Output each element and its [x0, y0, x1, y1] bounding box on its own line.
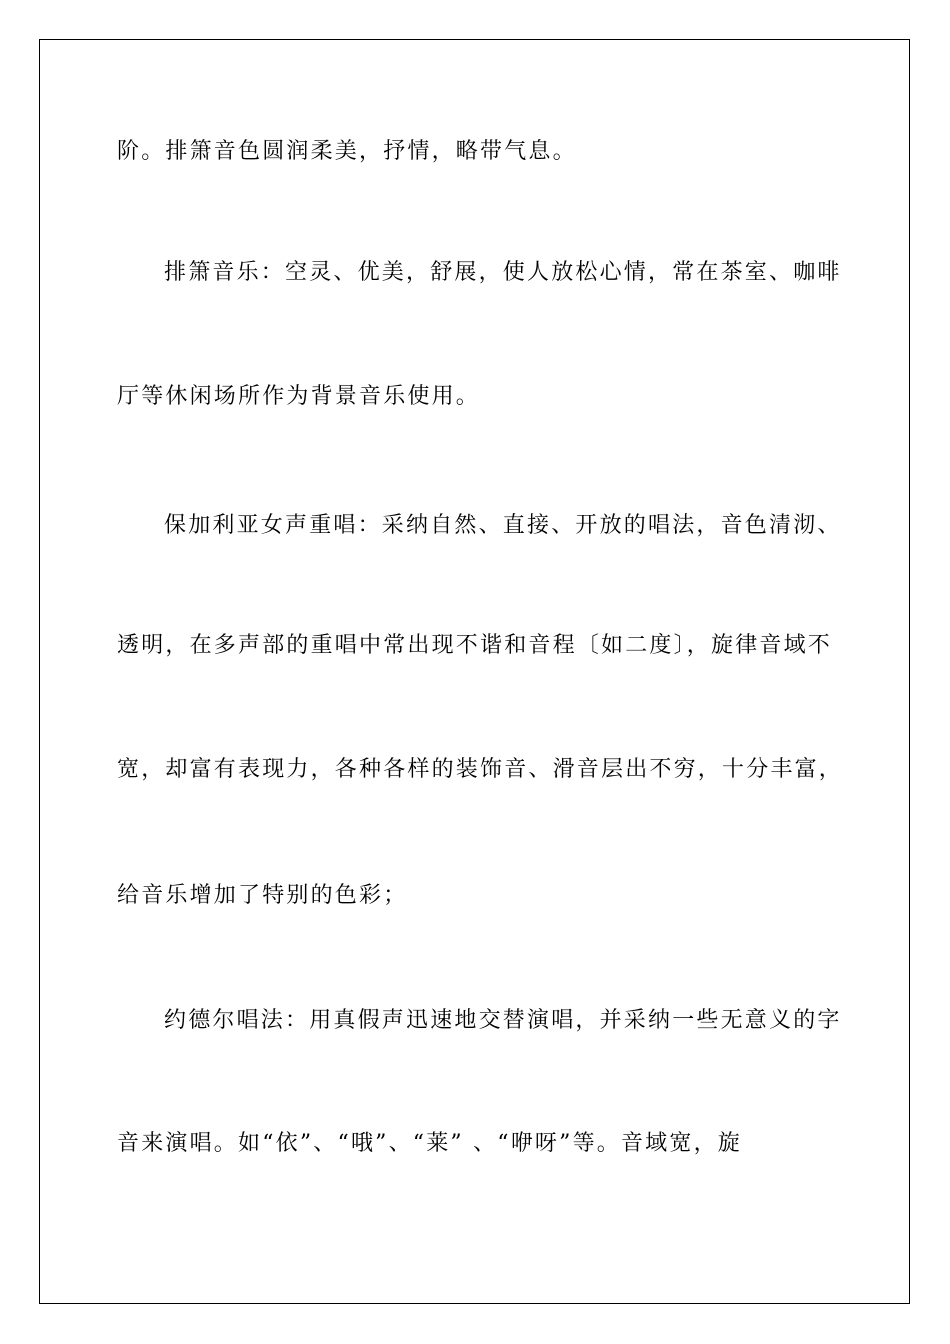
paragraph-start-bulgarian-choir: 保加利亚女声重唱：采纳自然、直接、开放的唱法，音色清沏、 — [164, 513, 842, 538]
text-line-3: 厅等休闲场所作为背景音乐使用。 — [117, 384, 481, 409]
text-line-6: 宽，却富有表现力，各种各样的装饰音、滑音层出不穷，十分丰富， — [117, 757, 844, 782]
text-line-1: 阶。排箫音色圆润柔美，抒情，略带气息。 — [117, 139, 577, 164]
text-line-5: 透明，在多声部的重唱中常出现不谐和音程〔如二度〕，旋律音域不 — [117, 633, 833, 658]
page-border — [39, 39, 910, 1304]
text-line-9: 音来演唱。如“依”、“哦”、“莱” 、“咿呀”等。音域宽，旋 — [117, 1131, 742, 1156]
paragraph-start-yodel: 约德尔唱法：用真假声迅速地交替演唱，并采纳一些无意义的字 — [164, 1008, 842, 1033]
text-line-7: 给音乐增加了特别的色彩； — [117, 883, 408, 908]
paragraph-start-panpipe-music: 排箫音乐：空灵、优美，舒展，使人放松心情，常在茶室、咖啡 — [164, 260, 842, 285]
